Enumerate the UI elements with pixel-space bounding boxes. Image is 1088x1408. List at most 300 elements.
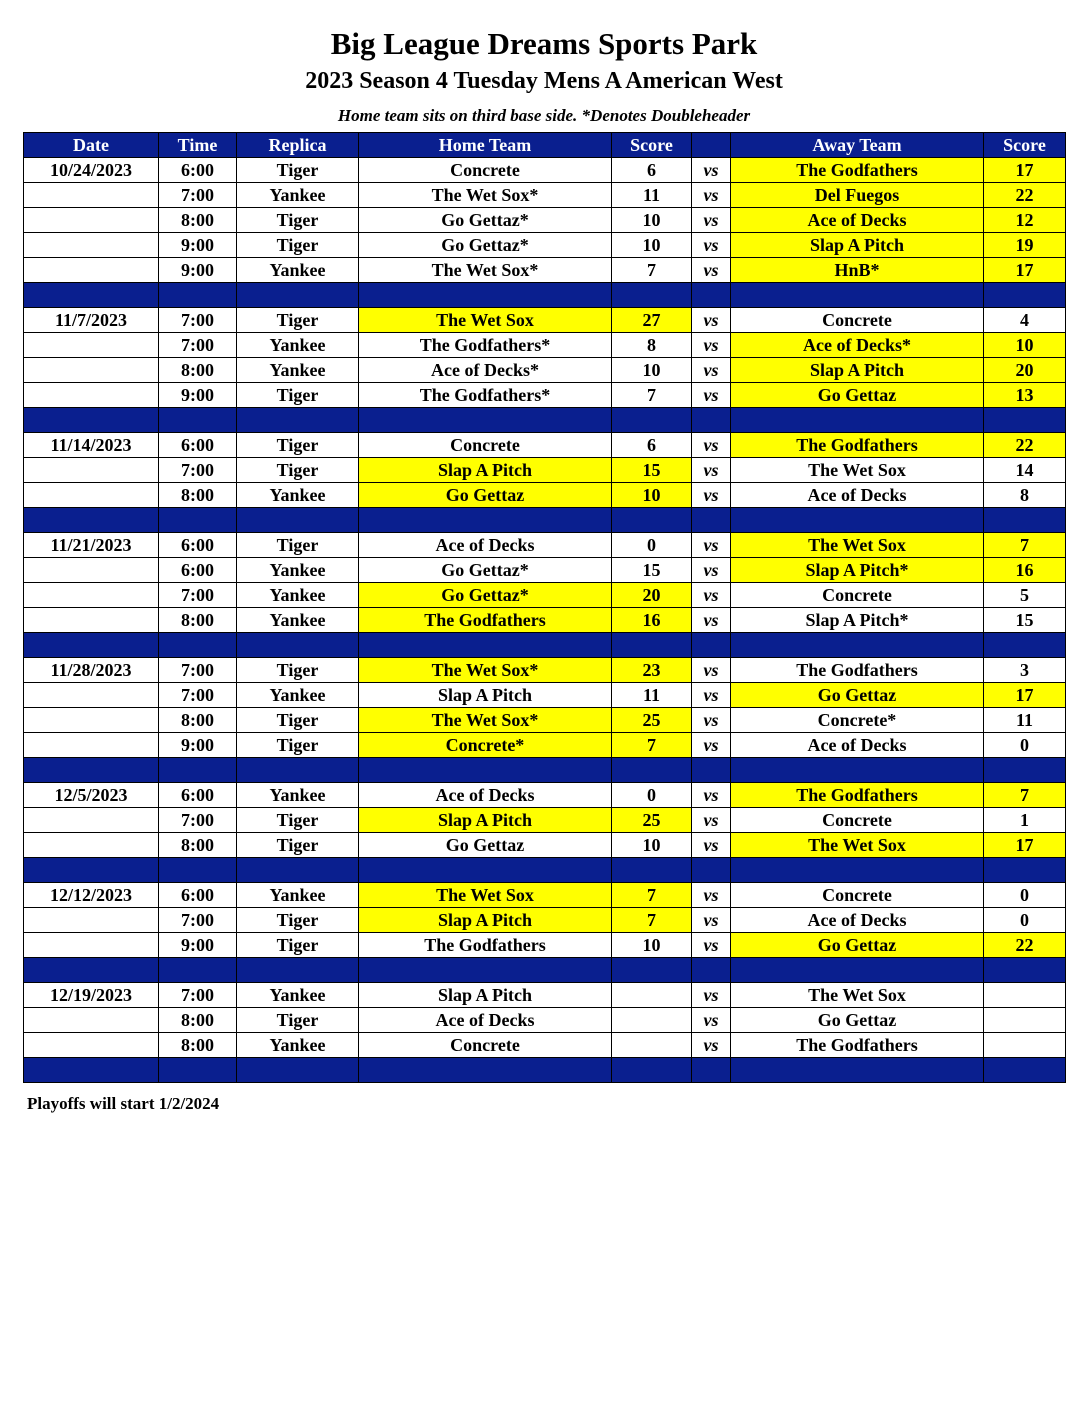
vs-label: vs xyxy=(692,708,731,733)
away-score: 12 xyxy=(984,208,1066,233)
column-header-away-team: Away Team xyxy=(731,133,984,158)
home-team: Go Gettaz* xyxy=(359,233,612,258)
away-score: 22 xyxy=(984,433,1066,458)
game-replica: Tiger xyxy=(237,233,359,258)
home-score: 11 xyxy=(612,683,692,708)
game-time: 7:00 xyxy=(159,808,237,833)
game-date xyxy=(24,383,159,408)
separator-cell xyxy=(731,283,984,308)
game-row xyxy=(24,1008,1066,1033)
separator-cell xyxy=(612,1058,692,1083)
separator-cell xyxy=(359,1058,612,1083)
home-score: 6 xyxy=(612,158,692,183)
header-note: Home team sits on third base side. *Denotes Doubleheader xyxy=(337,106,751,125)
game-row xyxy=(24,658,1066,683)
home-team: Ace of Decks xyxy=(359,1008,612,1033)
separator-cell xyxy=(359,633,612,658)
separator-cell xyxy=(612,408,692,433)
vs-label: vs xyxy=(692,883,731,908)
game-replica: Tiger xyxy=(237,933,359,958)
vs-label: vs xyxy=(692,658,731,683)
page-title: Big League Dreams Sports Park xyxy=(330,26,758,61)
game-row xyxy=(24,983,1066,1008)
home-score: 23 xyxy=(612,658,692,683)
vs-label: vs xyxy=(692,908,731,933)
game-time: 7:00 xyxy=(159,583,237,608)
away-score: 7 xyxy=(984,533,1066,558)
away-team: Ace of Decks xyxy=(731,733,984,758)
away-team: Ace of Decks xyxy=(731,208,984,233)
away-score xyxy=(984,1033,1066,1058)
away-team: Ace of Decks* xyxy=(731,333,984,358)
home-team: The Wet Sox* xyxy=(359,708,612,733)
home-team: Go Gettaz xyxy=(359,483,612,508)
separator-cell xyxy=(612,283,692,308)
home-score: 7 xyxy=(612,883,692,908)
separator-cell xyxy=(731,508,984,533)
game-time: 8:00 xyxy=(159,358,237,383)
home-score xyxy=(612,1033,692,1058)
home-score: 10 xyxy=(612,208,692,233)
game-replica: Yankee xyxy=(237,483,359,508)
home-team: Concrete xyxy=(359,158,612,183)
separator-cell xyxy=(612,508,692,533)
home-team: Ace of Decks xyxy=(359,783,612,808)
separator-cell xyxy=(984,958,1066,983)
home-team: Ace of Decks* xyxy=(359,358,612,383)
home-team: Slap A Pitch xyxy=(359,458,612,483)
game-replica: Yankee xyxy=(237,558,359,583)
game-replica: Tiger xyxy=(237,383,359,408)
away-team: Concrete xyxy=(731,883,984,908)
home-score: 27 xyxy=(612,308,692,333)
game-row xyxy=(24,1033,1066,1058)
home-team: Slap A Pitch xyxy=(359,908,612,933)
home-score: 25 xyxy=(612,708,692,733)
game-replica: Tiger xyxy=(237,733,359,758)
game-row xyxy=(24,683,1066,708)
home-team: Ace of Decks xyxy=(359,533,612,558)
home-score: 10 xyxy=(612,483,692,508)
away-team: Concrete* xyxy=(731,708,984,733)
game-replica: Tiger xyxy=(237,158,359,183)
game-time: 8:00 xyxy=(159,208,237,233)
table-header-row xyxy=(24,133,1066,158)
away-team: Go Gettaz xyxy=(731,933,984,958)
game-time: 8:00 xyxy=(159,708,237,733)
away-score: 0 xyxy=(984,883,1066,908)
separator-cell xyxy=(24,1058,159,1083)
separator-cell xyxy=(359,758,612,783)
vs-label: vs xyxy=(692,533,731,558)
separator-cell xyxy=(731,758,984,783)
game-row xyxy=(24,158,1066,183)
home-score: 20 xyxy=(612,583,692,608)
home-team: Go Gettaz* xyxy=(359,558,612,583)
away-team: The Godfathers xyxy=(731,658,984,683)
game-time: 7:00 xyxy=(159,658,237,683)
separator-cell xyxy=(159,1058,237,1083)
home-score xyxy=(612,1008,692,1033)
away-team: Concrete xyxy=(731,583,984,608)
away-score xyxy=(984,1008,1066,1033)
game-row xyxy=(24,333,1066,358)
vs-label: vs xyxy=(692,483,731,508)
away-team: Go Gettaz xyxy=(731,683,984,708)
vs-label: vs xyxy=(692,733,731,758)
away-score: 19 xyxy=(984,233,1066,258)
home-team: The Godfathers xyxy=(359,608,612,633)
game-row xyxy=(24,908,1066,933)
game-replica: Tiger xyxy=(237,433,359,458)
game-row xyxy=(24,208,1066,233)
away-score: 4 xyxy=(984,308,1066,333)
column-header-date: Date xyxy=(24,133,159,158)
away-score: 1 xyxy=(984,808,1066,833)
away-score: 17 xyxy=(984,683,1066,708)
game-row xyxy=(24,783,1066,808)
away-score: 0 xyxy=(984,908,1066,933)
separator-cell xyxy=(159,758,237,783)
game-time: 8:00 xyxy=(159,833,237,858)
away-score: 17 xyxy=(984,158,1066,183)
game-date: 11/21/2023 xyxy=(24,533,159,558)
separator-cell xyxy=(359,858,612,883)
home-team: Slap A Pitch xyxy=(359,808,612,833)
game-date xyxy=(24,483,159,508)
home-score: 10 xyxy=(612,233,692,258)
game-date: 12/12/2023 xyxy=(24,883,159,908)
game-row xyxy=(24,308,1066,333)
week-separator-row xyxy=(24,408,1066,433)
home-score: 16 xyxy=(612,608,692,633)
vs-label: vs xyxy=(692,458,731,483)
game-replica: Yankee xyxy=(237,358,359,383)
game-date xyxy=(24,683,159,708)
game-replica: Tiger xyxy=(237,908,359,933)
separator-cell xyxy=(692,758,731,783)
home-score: 10 xyxy=(612,933,692,958)
game-replica: Yankee xyxy=(237,983,359,1008)
separator-cell xyxy=(692,508,731,533)
separator-cell xyxy=(984,508,1066,533)
game-date xyxy=(24,233,159,258)
separator-cell xyxy=(359,283,612,308)
game-time: 6:00 xyxy=(159,783,237,808)
separator-cell xyxy=(359,508,612,533)
game-row xyxy=(24,458,1066,483)
away-team: The Godfathers xyxy=(731,433,984,458)
away-team: Del Fuegos xyxy=(731,183,984,208)
week-separator-row xyxy=(24,633,1066,658)
week-separator-row xyxy=(24,858,1066,883)
home-team: The Wet Sox* xyxy=(359,258,612,283)
separator-cell xyxy=(159,508,237,533)
game-date: 10/24/2023 xyxy=(24,158,159,183)
game-replica: Yankee xyxy=(237,333,359,358)
away-team: Concrete xyxy=(731,808,984,833)
away-score: 13 xyxy=(984,383,1066,408)
game-row xyxy=(24,883,1066,908)
column-header-home-score: Score xyxy=(612,133,692,158)
week-separator-row xyxy=(24,508,1066,533)
game-row xyxy=(24,183,1066,208)
separator-cell xyxy=(24,858,159,883)
game-row xyxy=(24,708,1066,733)
game-row xyxy=(24,608,1066,633)
game-replica: Yankee xyxy=(237,258,359,283)
game-time: 8:00 xyxy=(159,608,237,633)
separator-cell xyxy=(237,508,359,533)
game-date xyxy=(24,458,159,483)
game-time: 6:00 xyxy=(159,558,237,583)
separator-cell xyxy=(731,633,984,658)
game-date xyxy=(24,908,159,933)
away-team: The Godfathers xyxy=(731,1033,984,1058)
separator-cell xyxy=(237,408,359,433)
game-date xyxy=(24,833,159,858)
separator-cell xyxy=(159,858,237,883)
column-header-away-score: Score xyxy=(984,133,1066,158)
vs-label: vs xyxy=(692,608,731,633)
game-replica: Yankee xyxy=(237,683,359,708)
home-team: The Wet Sox* xyxy=(359,183,612,208)
week-separator-row xyxy=(24,958,1066,983)
game-time: 9:00 xyxy=(159,258,237,283)
separator-cell xyxy=(237,758,359,783)
separator-cell xyxy=(237,858,359,883)
week-separator-row xyxy=(24,283,1066,308)
game-replica: Tiger xyxy=(237,1008,359,1033)
home-score: 0 xyxy=(612,783,692,808)
vs-label: vs xyxy=(692,183,731,208)
game-replica: Yankee xyxy=(237,883,359,908)
separator-cell xyxy=(24,958,159,983)
game-row xyxy=(24,583,1066,608)
vs-label: vs xyxy=(692,208,731,233)
vs-label: vs xyxy=(692,358,731,383)
separator-cell xyxy=(984,408,1066,433)
game-row xyxy=(24,433,1066,458)
footer-note: Playoffs will start 1/2/2024 xyxy=(27,1094,220,1113)
game-row xyxy=(24,733,1066,758)
away-score: 14 xyxy=(984,458,1066,483)
game-date xyxy=(24,708,159,733)
game-time: 7:00 xyxy=(159,683,237,708)
separator-cell xyxy=(984,283,1066,308)
away-team: The Wet Sox xyxy=(731,533,984,558)
game-time: 9:00 xyxy=(159,933,237,958)
vs-label: vs xyxy=(692,383,731,408)
game-time: 8:00 xyxy=(159,1033,237,1058)
game-date xyxy=(24,333,159,358)
column-header-time: Time xyxy=(159,133,237,158)
game-date xyxy=(24,933,159,958)
home-score: 7 xyxy=(612,383,692,408)
home-team: Slap A Pitch xyxy=(359,983,612,1008)
game-time: 7:00 xyxy=(159,458,237,483)
week-separator-row xyxy=(24,758,1066,783)
separator-cell xyxy=(159,633,237,658)
separator-cell xyxy=(237,1058,359,1083)
game-time: 7:00 xyxy=(159,183,237,208)
vs-label: vs xyxy=(692,783,731,808)
separator-cell xyxy=(237,283,359,308)
home-team: Go Gettaz* xyxy=(359,208,612,233)
away-team: HnB* xyxy=(731,258,984,283)
separator-cell xyxy=(237,958,359,983)
game-date xyxy=(24,733,159,758)
away-team: Ace of Decks xyxy=(731,908,984,933)
home-score xyxy=(612,983,692,1008)
separator-cell xyxy=(984,858,1066,883)
page-subtitle: 2023 Season 4 Tuesday Mens A American West xyxy=(305,68,783,94)
game-date xyxy=(24,558,159,583)
game-date xyxy=(24,183,159,208)
away-score: 15 xyxy=(984,608,1066,633)
game-time: 9:00 xyxy=(159,733,237,758)
home-score: 8 xyxy=(612,333,692,358)
game-replica: Yankee xyxy=(237,783,359,808)
separator-cell xyxy=(692,408,731,433)
game-row xyxy=(24,383,1066,408)
away-team: Slap A Pitch xyxy=(731,233,984,258)
vs-label: vs xyxy=(692,558,731,583)
vs-label: vs xyxy=(692,683,731,708)
game-replica: Tiger xyxy=(237,458,359,483)
away-team: The Godfathers xyxy=(731,158,984,183)
home-score: 15 xyxy=(612,458,692,483)
home-team: Concrete xyxy=(359,433,612,458)
game-date xyxy=(24,1008,159,1033)
separator-cell xyxy=(692,283,731,308)
away-score: 22 xyxy=(984,183,1066,208)
game-time: 7:00 xyxy=(159,308,237,333)
game-date: 11/28/2023 xyxy=(24,658,159,683)
home-score: 10 xyxy=(612,833,692,858)
home-team: The Wet Sox xyxy=(359,308,612,333)
game-time: 7:00 xyxy=(159,983,237,1008)
vs-label: vs xyxy=(692,583,731,608)
vs-label: vs xyxy=(692,233,731,258)
home-score: 0 xyxy=(612,533,692,558)
game-row xyxy=(24,808,1066,833)
separator-cell xyxy=(24,508,159,533)
home-team: Concrete xyxy=(359,1033,612,1058)
vs-label: vs xyxy=(692,308,731,333)
home-score: 7 xyxy=(612,908,692,933)
away-score: 16 xyxy=(984,558,1066,583)
game-date xyxy=(24,258,159,283)
game-row xyxy=(24,358,1066,383)
home-team: The Wet Sox xyxy=(359,883,612,908)
away-score: 11 xyxy=(984,708,1066,733)
away-team: The Wet Sox xyxy=(731,833,984,858)
away-score: 8 xyxy=(984,483,1066,508)
separator-cell xyxy=(359,958,612,983)
separator-cell xyxy=(612,633,692,658)
separator-cell xyxy=(731,958,984,983)
away-team: Ace of Decks xyxy=(731,483,984,508)
away-team: Slap A Pitch* xyxy=(731,608,984,633)
separator-cell xyxy=(159,283,237,308)
away-team: Slap A Pitch* xyxy=(731,558,984,583)
separator-cell xyxy=(612,958,692,983)
away-team: Go Gettaz xyxy=(731,1008,984,1033)
game-replica: Yankee xyxy=(237,1033,359,1058)
column-header-replica: Replica xyxy=(237,133,359,158)
column-header-vs xyxy=(692,133,731,158)
separator-cell xyxy=(731,1058,984,1083)
away-score: 20 xyxy=(984,358,1066,383)
separator-cell xyxy=(612,858,692,883)
separator-cell xyxy=(24,633,159,658)
home-team: The Godfathers* xyxy=(359,383,612,408)
away-team: The Wet Sox xyxy=(731,983,984,1008)
game-row xyxy=(24,258,1066,283)
separator-cell xyxy=(692,858,731,883)
game-replica: Tiger xyxy=(237,308,359,333)
game-time: 8:00 xyxy=(159,1008,237,1033)
separator-cell xyxy=(731,858,984,883)
separator-cell xyxy=(24,758,159,783)
game-replica: Tiger xyxy=(237,833,359,858)
column-header-home-team: Home Team xyxy=(359,133,612,158)
game-row xyxy=(24,558,1066,583)
game-replica: Yankee xyxy=(237,583,359,608)
game-replica: Tiger xyxy=(237,533,359,558)
home-score: 6 xyxy=(612,433,692,458)
separator-cell xyxy=(984,633,1066,658)
game-date xyxy=(24,1033,159,1058)
away-score: 7 xyxy=(984,783,1066,808)
separator-cell xyxy=(692,958,731,983)
away-score: 3 xyxy=(984,658,1066,683)
game-date xyxy=(24,608,159,633)
separator-cell xyxy=(612,758,692,783)
vs-label: vs xyxy=(692,158,731,183)
separator-cell xyxy=(984,1058,1066,1083)
game-time: 6:00 xyxy=(159,883,237,908)
game-replica: Yankee xyxy=(237,608,359,633)
vs-label: vs xyxy=(692,433,731,458)
home-team: Slap A Pitch xyxy=(359,683,612,708)
schedule-table xyxy=(23,132,1066,1083)
home-score: 7 xyxy=(612,733,692,758)
game-date xyxy=(24,358,159,383)
home-team: The Wet Sox* xyxy=(359,658,612,683)
home-team: Concrete* xyxy=(359,733,612,758)
game-time: 9:00 xyxy=(159,233,237,258)
separator-cell xyxy=(692,1058,731,1083)
game-row xyxy=(24,833,1066,858)
vs-label: vs xyxy=(692,808,731,833)
separator-cell xyxy=(24,408,159,433)
game-replica: Tiger xyxy=(237,658,359,683)
home-team: Go Gettaz xyxy=(359,833,612,858)
game-replica: Tiger xyxy=(237,808,359,833)
vs-label: vs xyxy=(692,333,731,358)
away-team: The Wet Sox xyxy=(731,458,984,483)
away-team: Slap A Pitch xyxy=(731,358,984,383)
away-team: Concrete xyxy=(731,308,984,333)
vs-label: vs xyxy=(692,933,731,958)
game-time: 8:00 xyxy=(159,483,237,508)
game-time: 7:00 xyxy=(159,333,237,358)
game-time: 6:00 xyxy=(159,433,237,458)
separator-cell xyxy=(24,283,159,308)
away-team: Go Gettaz xyxy=(731,383,984,408)
